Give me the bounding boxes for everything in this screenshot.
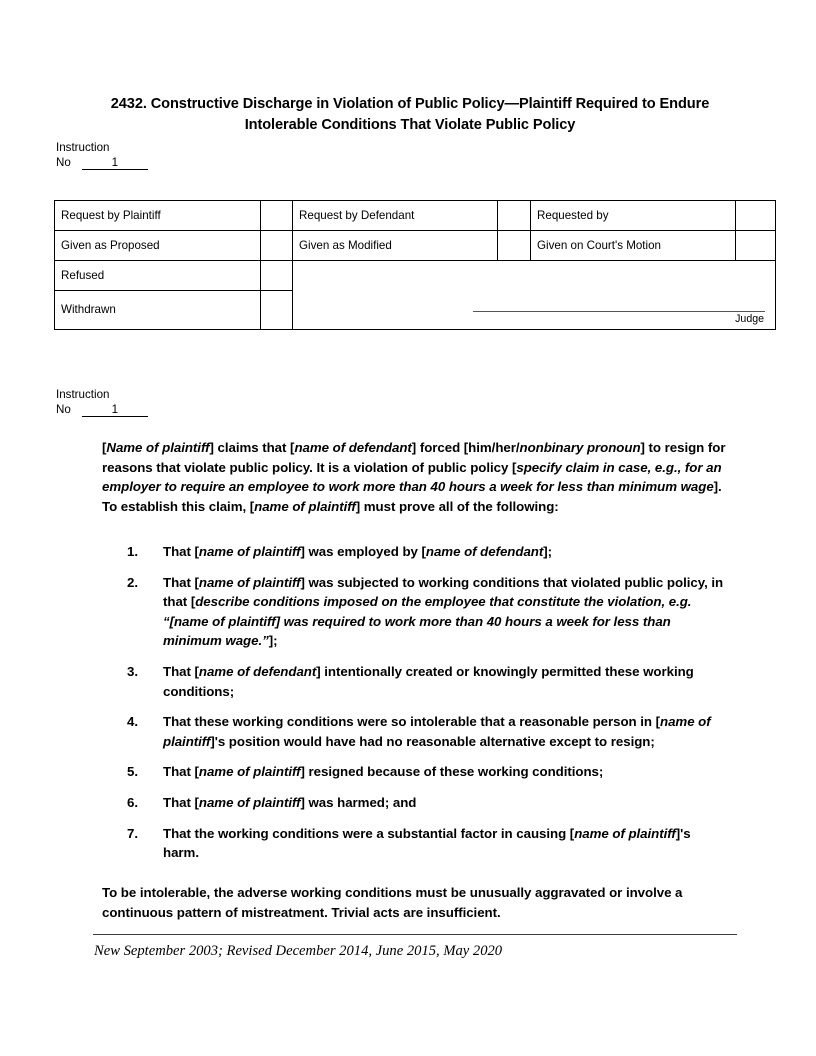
- list-item: [102, 573, 730, 651]
- list-item-number: 7.: [127, 825, 138, 841]
- lead-paragraph: [102, 438, 730, 516]
- list-item-text: [163, 544, 552, 559]
- instruction-no-row-mid: [56, 403, 148, 417]
- page-title-line-1: 2432. Constructive Discharge in Violation of Public Policy—Plaintiff Required to: [110, 96, 656, 112]
- checkbox-refused[interactable]: [261, 261, 293, 291]
- list-item: [102, 824, 730, 863]
- static-text: ]'s position would have had no reasonable alternative except to resign;: [210, 733, 655, 749]
- checkbox-given-as-proposed[interactable]: [261, 231, 293, 261]
- static-text: That the working conditions were a substantial factor in causing [: [163, 825, 575, 841]
- cell-request-by-plaintiff: Request by Plaintiff: [55, 201, 261, 231]
- cell-withdrawn: Withdrawn: [55, 291, 261, 330]
- placeholder-text: specify claim in case, e.g., for an employer to require an employee to work more than 40 hours a week for less than minimum wage: [102, 459, 722, 495]
- checkbox-given-as-modified[interactable]: [498, 231, 531, 261]
- static-text: ] was harmed; and: [300, 795, 417, 811]
- list-item-number: 3.: [127, 664, 138, 680]
- instruction-no-label-top: No: [56, 155, 71, 169]
- placeholder-text: name of defendant: [198, 664, 317, 680]
- placeholder-text: nonbinary pronoun: [519, 440, 641, 455]
- cell-request-by-defendant: Request by Defendant: [293, 201, 498, 231]
- placeholder-text: name of defendant: [425, 544, 544, 559]
- static-text: ]'s harm.: [163, 825, 691, 861]
- placeholder-text: name of plaintiff: [574, 825, 676, 841]
- static-text: That [: [163, 574, 199, 590]
- list-item: [102, 762, 730, 782]
- static-text: ] claims that [: [209, 440, 295, 455]
- placeholder-text: name of plaintiff: [163, 714, 711, 749]
- closing-paragraph: [102, 883, 728, 922]
- list-item-text: [163, 764, 603, 779]
- instruction-number-mid: [56, 388, 148, 417]
- page-title-line-2: Endure Intolerable Conditions That Violate Public Policy: [244, 96, 710, 133]
- table-row: [55, 231, 776, 261]
- checkbox-requested-by[interactable]: [736, 201, 776, 231]
- static-text: ] resigned because of these working conditions;: [300, 764, 604, 780]
- checkbox-request-by-defendant[interactable]: [498, 201, 531, 231]
- list-item-number: 6.: [127, 795, 138, 811]
- instruction-label-mid: Instruction: [56, 388, 110, 401]
- static-text: ] forced [him/her/: [411, 440, 520, 455]
- signature-block: [473, 311, 765, 326]
- page-title: [95, 94, 725, 135]
- list-item: [102, 712, 730, 751]
- cell-given-as-proposed: Given as Proposed: [55, 231, 261, 261]
- static-text: ] was employed by [: [300, 544, 426, 559]
- static-text: That these working conditions were so intolerable that a reasonable person in [: [163, 714, 660, 730]
- static-text: That [: [163, 664, 199, 680]
- list-item: [102, 662, 730, 701]
- list-item-number: 1.: [127, 544, 138, 559]
- static-text: To be intolerable, the adverse working conditions must be unusually aggravated or involve a continuous pattern of mistreatment. Trivial acts are insufficient.: [102, 885, 683, 920]
- placeholder-text: name of plaintiff: [254, 498, 356, 514]
- static-text: [: [102, 440, 107, 455]
- static-text: ] must prove all of the following:: [355, 498, 559, 514]
- static-text: ]. To establish this claim, [: [102, 479, 722, 514]
- list-item-text: [163, 826, 691, 861]
- static-text: ] to resign for reasons that violate public policy. It is a violation of public policy [: [102, 440, 726, 475]
- revision-history: New September 2003; Revised December 2014, June 2015, May 2020: [94, 943, 503, 959]
- cell-given-on-courts-motion: Given on Court's Motion: [531, 231, 736, 261]
- cell-refused: Refused: [55, 261, 261, 291]
- placeholder-text: name of defendant: [294, 440, 412, 455]
- judge-signature-area: [293, 261, 776, 330]
- table-row: [55, 261, 776, 291]
- instruction-number-top: [56, 141, 148, 170]
- list-item-number: 4.: [127, 714, 138, 730]
- cell-requested-by: Requested by: [531, 201, 736, 231]
- placeholder-text: describe conditions imposed on the employee that constitute the violation, e.g. “[name of plaintiff] was required to work more than 40 hours a week for less than minimum wage.”: [163, 594, 692, 649]
- list-item-number: 5.: [127, 764, 138, 780]
- instruction-no-label-mid: No: [56, 402, 71, 416]
- cell-given-as-modified: Given as Modified: [293, 231, 498, 261]
- instruction-no-field-mid[interactable]: 1: [82, 404, 148, 417]
- static-text: ];: [268, 633, 278, 649]
- placeholder-text: name of plaintiff: [198, 574, 301, 590]
- list-item-text: [163, 795, 416, 810]
- static-text: ] was subjected to working conditions that violated public policy, in that [: [163, 574, 724, 610]
- checkbox-given-on-courts-motion[interactable]: [736, 231, 776, 261]
- static-text: That [: [163, 544, 199, 559]
- list-item-number: 2.: [127, 574, 138, 590]
- instruction-label-top: Instruction: [56, 141, 110, 154]
- list-item-text: [163, 664, 694, 699]
- static-text: That [: [163, 795, 199, 811]
- elements-list: [102, 542, 730, 863]
- table-row: [55, 201, 776, 231]
- list-item: [102, 542, 730, 562]
- static-text: ];: [543, 544, 553, 559]
- signature-line[interactable]: [473, 311, 765, 312]
- static-text: That [: [163, 764, 199, 780]
- checkbox-withdrawn[interactable]: [261, 291, 293, 330]
- placeholder-text: name of plaintiff: [198, 544, 301, 559]
- list-item-text: [163, 575, 723, 649]
- instruction-disposition-table: [54, 200, 776, 330]
- list-item-text: [163, 714, 711, 749]
- instruction-no-field-top[interactable]: 1: [82, 157, 148, 170]
- placeholder-text: name of plaintiff: [198, 795, 301, 811]
- placeholder-text: Name of plaintiff: [106, 440, 210, 455]
- list-item: [102, 793, 730, 813]
- signature-caption: Judge: [735, 313, 764, 326]
- placeholder-text: name of plaintiff: [198, 764, 301, 780]
- checkbox-request-by-plaintiff[interactable]: [261, 201, 293, 231]
- static-text: ] intentionally created or knowingly permitted these working conditions;: [163, 664, 694, 699]
- instruction-no-row-top: [56, 156, 148, 170]
- footer-divider: [93, 934, 737, 935]
